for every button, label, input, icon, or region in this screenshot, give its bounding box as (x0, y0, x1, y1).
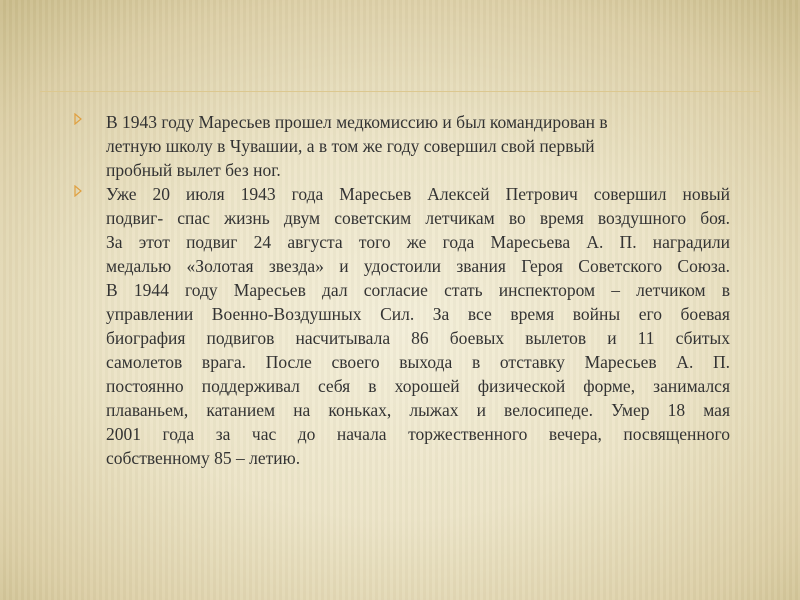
bullet-2-line-12: собственному 85 – летию. (106, 448, 301, 468)
bullet-2-line-6: управлении Военно-Воздушных Сил. За все время войны его боевая (106, 304, 730, 324)
bullet-2-line-9: постоянно поддерживал себя в хорошей физической форме, занимался (106, 376, 730, 396)
bullet-1-line-2: летную школу в Чувашии, а в том же году совершил свой первый (106, 136, 595, 156)
bullet-2-line-4: медалью «Золотая звезда» и удостоили звания Героя Советского Союза. (106, 256, 730, 276)
bullet-item-1 (74, 110, 730, 182)
bullet-item-2 (74, 182, 730, 470)
bullet-2-line-3: За этот подвиг 24 августа того же года Маресьева А. П. наградили (106, 232, 730, 252)
bullet-1-line-1: В 1943 году Маресьев прошел медкомиссию и был командирован в (106, 112, 608, 132)
hollow-triangle-bullet-icon (74, 113, 82, 125)
bullet-2-line-10: плаваньем, катанием на коньках, лыжах и велосипеде. Умер 18 мая (106, 400, 730, 420)
bullet-1-line-3: пробный вылет без ног. (106, 160, 281, 180)
bullet-2-line-8: самолетов врага. После своего выхода в отставку Маресьев А. П. (106, 352, 730, 372)
hollow-triangle-bullet-icon (74, 185, 82, 197)
title-divider-line (40, 91, 760, 92)
bullet-2-line-5: В 1944 году Маресьев дал согласие стать инспектором – летчиком в (106, 280, 730, 300)
bullet-2-line-1: Уже 20 июля 1943 года Маресьев Алексей Петрович совершил новый (106, 184, 730, 204)
bullet-2-line-11: 2001 года за час до начала торжественного вечера, посвященного (106, 424, 730, 444)
bullet-2-line-7: биография подвигов насчитывала 86 боевых вылетов и 11 сбитых (106, 328, 730, 348)
bullet-list (74, 110, 730, 470)
bullet-2-line-2: подвиг- спас жизнь двум советским летчикам во время воздушного боя. (106, 208, 730, 228)
